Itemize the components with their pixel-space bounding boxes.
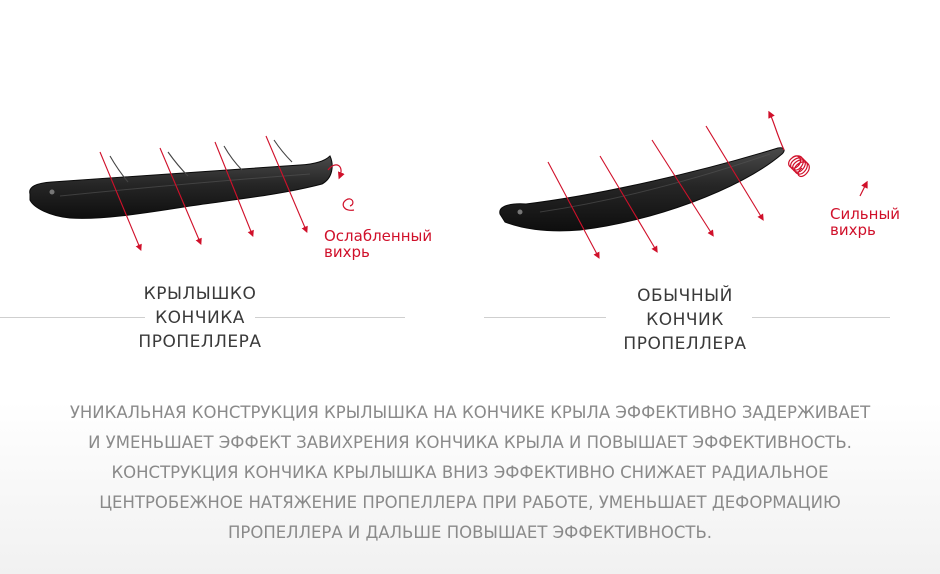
normal-tip-caption-line2: КОНЧИК	[646, 310, 724, 330]
description-line-2: И УМЕНЬШАЕТ ЭФФЕКТ ЗАВИХРЕНИЯ КОНЧИКА КРЫЛА И ПОВЫШАЕТ ЭФФЕКТИВНОСТЬ.	[88, 433, 852, 452]
description-text	[30, 398, 910, 548]
winglet-caption-line2: КОНЧИКА	[155, 308, 245, 328]
left-divider-left	[0, 317, 145, 318]
weak-vortex-label-line1: Ослабленный	[324, 227, 433, 245]
winglet-caption-line1: КРЫЛЫШКО	[143, 284, 257, 304]
weak-vortex-label	[324, 228, 432, 260]
weak-vortex-label-line2: вихрь	[324, 243, 370, 261]
right-divider-left	[484, 317, 606, 318]
strong-vortex-label-line1: Сильный	[830, 205, 901, 223]
description-line-1: УНИКАЛЬНАЯ КОНСТРУКЦИЯ КРЫЛЫШКА НА КОНЧИКЕ КРЫЛА ЭФФЕКТИВНО ЗАДЕРЖИВАЕТ	[69, 403, 871, 422]
description-line-3: КОНСТРУКЦИЯ КОНЧИКА КРЫЛЫШКА ВНИЗ ЭФФЕКТИВНО СНИЖАЕТ РАДИАЛЬНОЕ	[111, 463, 829, 482]
strong-vortex-icon	[770, 114, 866, 196]
normal-tip-caption	[605, 284, 765, 356]
strong-vortex-label	[830, 206, 900, 238]
description-line-4: ЦЕНТРОБЕЖНОЕ НАТЯЖЕНИЕ ПРОПЕЛЛЕРА ПРИ РАБОТЕ, УМЕНЬШАЕТ ДЕФОРМАЦИЮ	[99, 493, 841, 512]
strong-vortex-label-line2: вихрь	[830, 221, 876, 239]
right-divider-right	[752, 317, 890, 318]
winglet-caption-line3: ПРОПЕЛЛЕРА	[138, 332, 262, 352]
winglet-caption	[125, 282, 275, 354]
winglet-blade	[30, 156, 332, 218]
normal-blade	[500, 148, 784, 231]
normal-tip-caption-line1: ОБЫЧНЫЙ	[637, 286, 733, 306]
description-line-5: ПРОПЕЛЛЕРА И ДАЛЬШЕ ПОВЫШАЕТ ЭФФЕКТИВНОСТЬ.	[227, 523, 713, 542]
normal-tip-caption-line3: ПРОПЕЛЛЕРА	[623, 334, 747, 354]
left-divider-right	[255, 317, 405, 318]
